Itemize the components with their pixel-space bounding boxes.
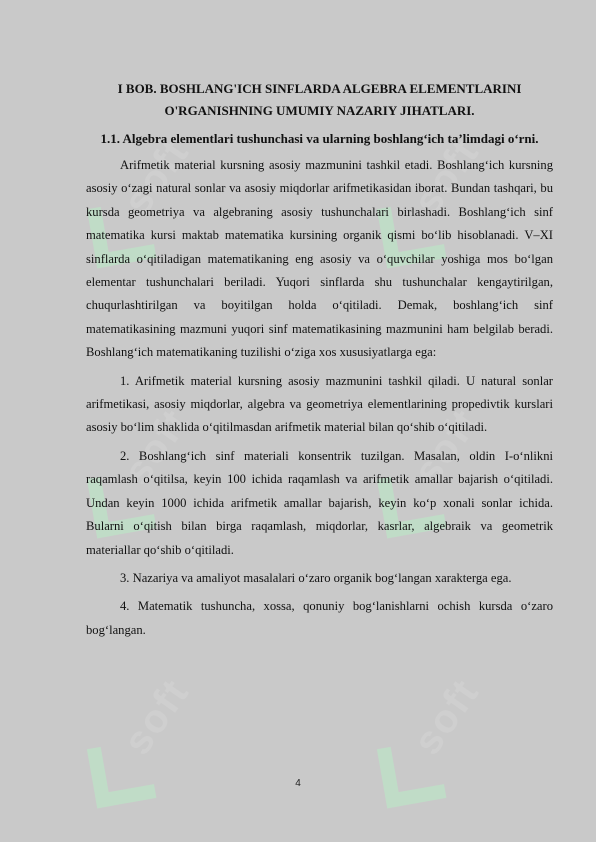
- list-paragraph: 4. Matematik tushuncha, xossa, qonuniy bog‘lanishlarni ochish kursda o‘zaro bog‘langan.: [86, 599, 553, 637]
- watermark: [65, 648, 225, 822]
- watermark-text: soft: [115, 130, 198, 223]
- watermark-text: soft: [405, 130, 488, 223]
- watermark-text: soft: [115, 400, 198, 493]
- page-number: 4: [295, 778, 301, 789]
- section-heading: 1.1. Algebra elementlari tushunchasi va ularning boshlang‘ich ta’limdagi o‘rni.: [100, 131, 539, 146]
- watermark-text: soft: [115, 670, 198, 763]
- document-body: [86, 78, 553, 642]
- chapter-heading: I BOB. BOSHLANG'ICH SINFLARDA ALGEBRA ELEMENTLARINI O'RGANISHNING UMUMIY NAZARIY JIHATLARI.: [117, 81, 522, 118]
- list-paragraph: 1. Arifmetik material kursning asosiy mazmunini tashkil qiladi. U natural sonlar arifmetikasi, asosiy miqdorlar, algebra va geometriya elementlarining propedivtik kurslari asosiy bo‘lim shaklida o‘qitilmasdan arifmetik material bilan qo‘shib o‘qitiladi.: [86, 373, 553, 435]
- paragraph: Arifmetik material kursning asosiy mazmunini tashkil etadi. Boshlang‘ich kursning asosiy o‘zagi natural sonlar va asosiy miqdorlar arifmetikasidan iborat. Bundan tashqari, bu kursda geometriya va algebraning asosiy tushunchalari birlashadi. Boshlang‘ich sinf matematika kursi maktab matematika kursining organik qismi bo‘lib hisoblanadi. V–XI sinflarda o‘qitiladigan matematikaning eng asosiy va o‘quvchilar yoshiga mos bo‘lgan elementar tushunchalari beriladi. Yuqori sinflarda shu tushunchalar kengaytirilgan, chuqurlashtirilgan va boyitilgan holda o‘qitiladi. Demak, boshlang‘ich sinf matematikasining mazmuni yuqori sinf matematikasining mazmunini ham belgilab beradi. Boshlang‘ich matematikaning tuzilishi o‘ziga xos xususiyatlarga ega:: [86, 158, 553, 360]
- list-paragraph: 2. Boshlang‘ich sinf materiali konsentrik tuzilgan. Masalan, oldin I-o‘nlikni raqamlash o‘qitilsa, keyin 100 ichida raqamlash va arifmetik amallar bajarish o‘qitiladi. Undan keyin 1000 ichida arifmetik amallar bajarish, keyin ko‘p xonali sonlar ichida. Bularni o‘qitish bilan birga raqamlash, miqdorlar, kasrlar, algebraik va geometrik materiallar qo‘shib o‘qitiladi.: [86, 448, 553, 557]
- watermark-text: soft: [405, 670, 488, 763]
- watermark: [355, 648, 515, 822]
- list-paragraph: 3. Nazariya va amaliyot masalalari o‘zaro organik bog‘langan xarakterga ega.: [120, 570, 512, 585]
- watermark-text: soft: [405, 400, 488, 493]
